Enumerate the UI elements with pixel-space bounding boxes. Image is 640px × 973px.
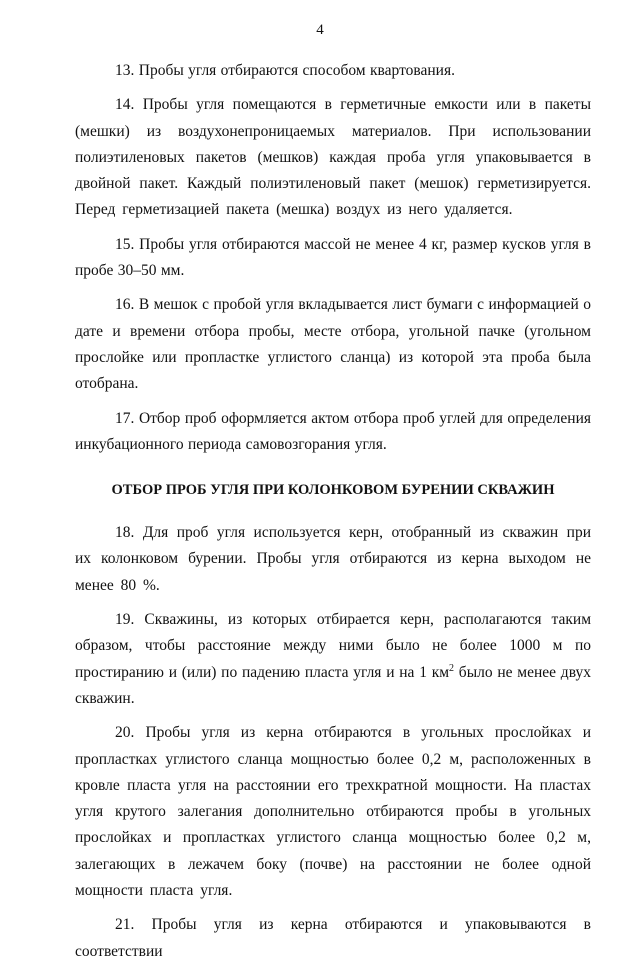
section-heading: ОТБОР ПРОБ УГЛЯ ПРИ КОЛОНКОВОМ БУРЕНИИ СКВАЖИН [111,482,555,499]
page-number: 4 [316,22,324,38]
paragraph-16: 16. В мешок с пробой угля вкладывается лист бумаги с информацией о дате и времени отбора пробы, месте отбора, угольной пачке (угольном прослойке или пропластке углистого сланца) из которой эта проба была отобрана. [75,296,591,393]
paragraph-19-text: 19. Скважины, из которых отбирается керн, располагаются таким образом, чтобы расстояние между ними было не более 1000 м по простиранию и (или) по падению пласта угля и на 1 км [75,611,591,681]
document-body [75,58,591,973]
paragraph-13: 13. Пробы угля отбираются способом квартования. [115,62,455,79]
paragraph-20: 20. Пробы угля из керна отбираются в угольных прослойках и пропластках углистого сланца мощностью более 0,2 м, расположенных в кровле пласта угля на расстоянии его трехкратной мощности. На пластах угля крутого залегания дополнительно отбираются пробы в угольных прослойках и пропластках углистого сланца мощностью более 0,2 м, залегающих в лежачем боку (почве) на расстоянии не более одной мощности пласта угля. [75,724,591,900]
paragraph-17: 17. Отбор проб оформляется актом отбора проб углей для определения инкубационного периода самовозгорания угля. [75,409,591,453]
paragraph-19-text-end: было не менее двух скважин. [75,663,591,707]
paragraph-14: 14. Пробы угля помещаются в герметичные емкости или в пакеты (мешки) из воздухонепроницаемых материалов. При использовании полиэтиленовых пакетов (мешков) каждая проба угля упаковывается в двойной пакет. Каждый полиэтиленовый пакет (мешок) герметизируется. Перед герметизацией пакета (мешка) воздух из него удаляется. [75,96,591,219]
paragraph-15: 15. Пробы угля отбираются массой не менее 4 кг, размер кусков угля в пробе 30–50 мм. [75,235,591,280]
paragraph-19 [75,607,591,712]
paragraph-18: 18. Для проб угля используется керн, отобранный из скважин при их колонковом бурении. Пробы угля отбираются из керна выходом не менее 80 %. [75,524,591,594]
paragraph-21: 21. Пробы угля из керна отбираются и упаковываются в соответствии [75,916,591,960]
superscript-two: 2 [449,662,455,674]
